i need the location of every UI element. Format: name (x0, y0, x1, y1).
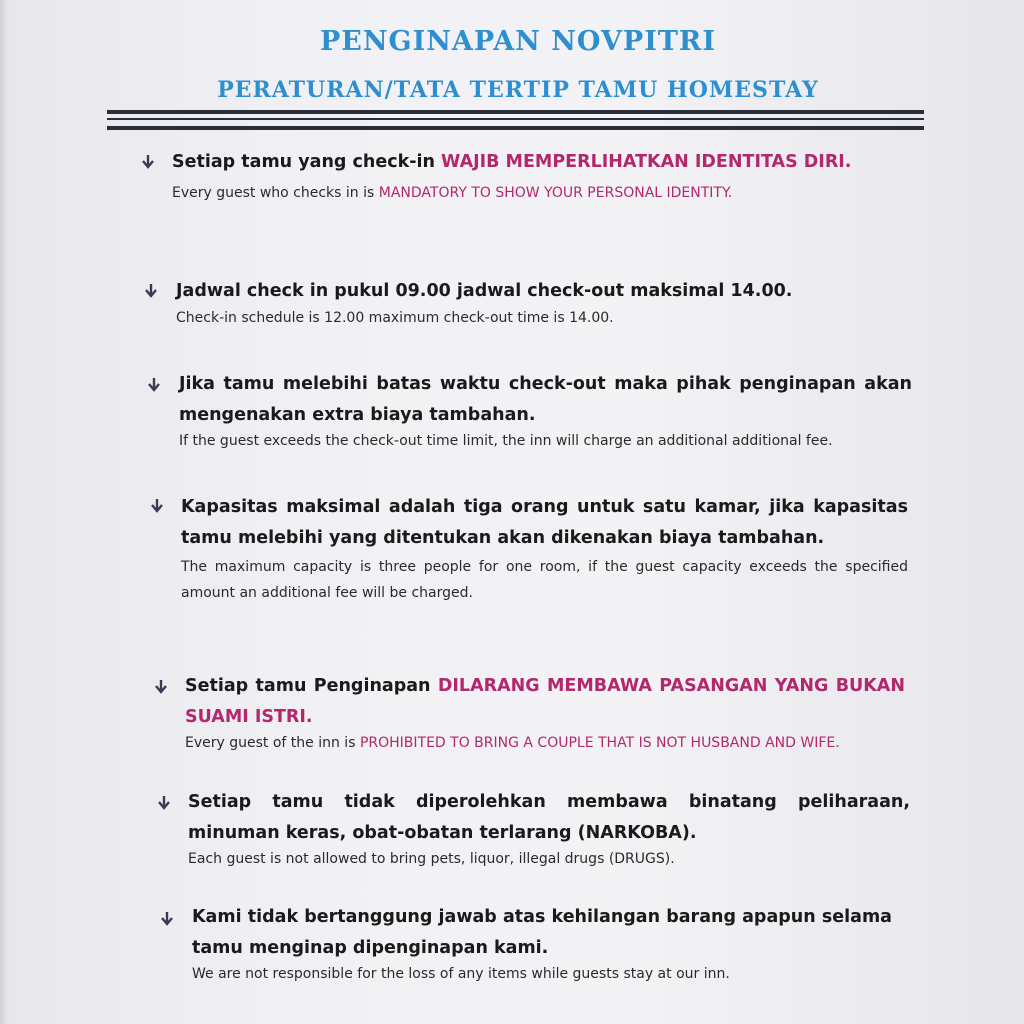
rule-text-indonesian: Jika tamu melebihi batas waktu check-out maka pihak penginapan akan mengenakan extra biaya tambahan. (179, 374, 912, 425)
rule-text-english: We are not responsible for the loss of any items while guests stay at our inn. (192, 966, 730, 982)
rule-text-english: If the guest exceeds the check-out time limit, the inn will charge an additional additional fee. (179, 433, 833, 449)
rule-text-english: Every guest who checks in is MANDATORY TO SHOW YOUR PERSONAL IDENTITY. (172, 185, 733, 201)
rule-item-5 (185, 671, 905, 756)
rule-item-3 (179, 369, 912, 454)
rule-text-english: Check-in schedule is 12.00 maximum check-out time is 14.00. (176, 310, 614, 326)
sign-subtitle: PERATURAN/TATA TERTIP TAMU HOMESTAY (217, 77, 819, 103)
down-arrow-bullet-icon (141, 154, 155, 170)
down-arrow-bullet-icon (160, 911, 174, 927)
divider-line (107, 126, 924, 130)
divider-line (107, 110, 924, 114)
rule-item-6 (188, 787, 910, 872)
sign-title: PENGINAPAN NOVPITRI (319, 26, 716, 57)
down-arrow-bullet-icon (150, 498, 164, 514)
rule-text-english: Each guest is not allowed to bring pets, liquor, illegal drugs (DRUGS). (188, 851, 675, 867)
rule-text-indonesian: Setiap tamu yang check-in WAJIB MEMPERLIHATKAN IDENTITAS DIRI. (172, 152, 852, 172)
rule-text-indonesian: Setiap tamu Penginapan DILARANG MEMBAWA PASANGAN YANG BUKAN SUAMI ISTRI. (185, 676, 905, 727)
rule-item-4 (181, 492, 908, 606)
divider-line (107, 118, 924, 120)
down-arrow-bullet-icon (154, 679, 168, 695)
rule-emphasis: MANDATORY TO SHOW YOUR PERSONAL IDENTITY. (378, 185, 733, 201)
down-arrow-bullet-icon (157, 795, 171, 811)
rule-emphasis: PROHIBITED TO BRING A COUPLE THAT IS NOT HUSBAND AND WIFE. (359, 735, 840, 751)
down-arrow-bullet-icon (147, 377, 161, 393)
rule-text-indonesian: Kami tidak bertanggung jawab atas kehilangan barang apapun selama tamu menginap dipenginapan kami. (192, 907, 892, 958)
rule-text-indonesian: Kapasitas maksimal adalah tiga orang untuk satu kamar, jika kapasitas tamu melebihi yang ditentukan akan dikenakan biaya tambahan. (181, 497, 908, 548)
rule-item-2 (176, 276, 896, 331)
rule-item-7 (192, 902, 892, 987)
rule-emphasis: WAJIB MEMPERLIHATKAN IDENTITAS DIRI. (441, 152, 852, 172)
rule-emphasis: DILARANG MEMBAWA PASANGAN YANG BUKAN SUAMI ISTRI. (185, 676, 905, 727)
down-arrow-bullet-icon (144, 283, 158, 299)
rule-text-indonesian: Setiap tamu tidak diperolehkan membawa binatang peliharaan, minuman keras, obat-obatan terlarang (NARKOBA). (188, 792, 910, 843)
rule-text-english: Every guest of the inn is PROHIBITED TO BRING A COUPLE THAT IS NOT HUSBAND AND WIFE. (185, 735, 840, 751)
rule-item-1 (172, 147, 886, 206)
rule-text-english: The maximum capacity is three people for one room, if the guest capacity exceeds the specified amount an additional fee will be charged. (181, 559, 908, 601)
frame-edge (0, 0, 8, 1024)
rule-text-indonesian: Jadwal check in pukul 09.00 jadwal check-out maksimal 14.00. (176, 281, 793, 301)
